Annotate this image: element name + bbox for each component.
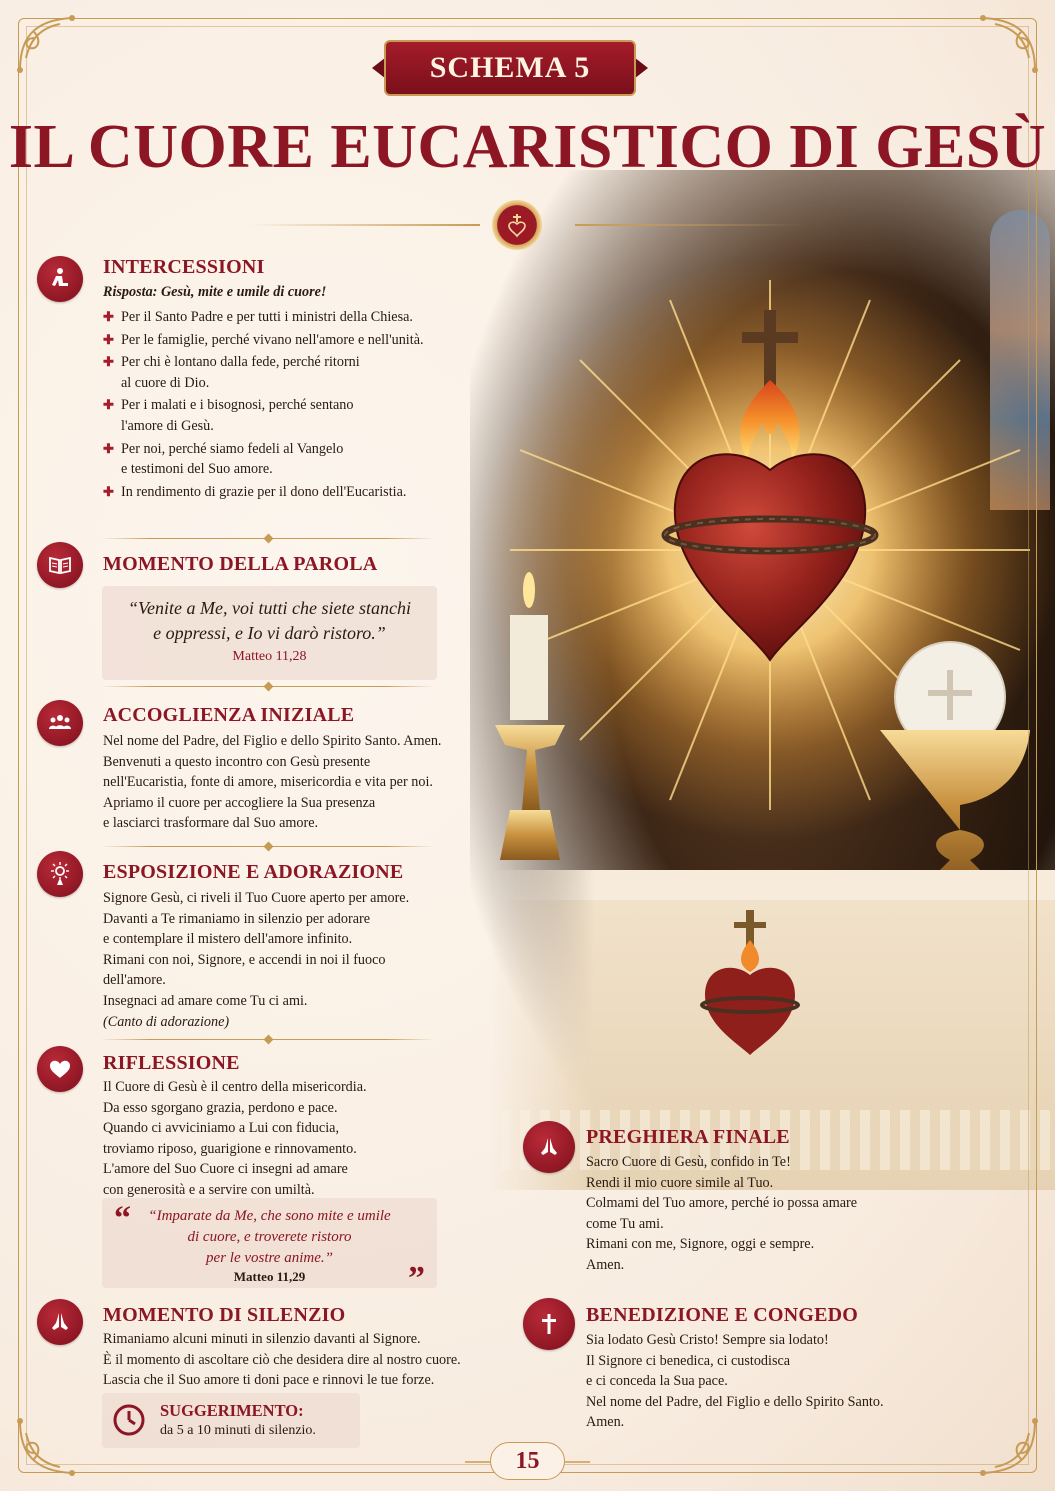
corner-ornament-icon	[12, 1411, 82, 1481]
cross-icon	[523, 1298, 575, 1350]
riflessione-quote-box	[102, 1198, 437, 1297]
praying-hands-icon	[37, 1299, 83, 1345]
suggerimento-title: SUGGERIMENTO:	[160, 1401, 304, 1420]
sacred-heart-illustration	[470, 170, 1055, 1190]
esposizione-title: ESPOSIZIONE E ADORAZIONE	[103, 861, 404, 883]
list-item: ✚ In rendimento di grazie per il dono dell'Eucaristia.	[103, 482, 424, 503]
close-quote-icon: ”	[408, 1260, 425, 1297]
cross-bullet-icon: ✚	[103, 309, 114, 324]
cross-bullet-icon: ✚	[103, 354, 114, 370]
cross-bullet-icon: ✚	[103, 483, 114, 499]
section-divider	[100, 538, 435, 539]
section-divider	[100, 1039, 435, 1040]
riflessione-title: RIFLESSIONE	[103, 1052, 240, 1074]
benedizione-title: BENEDIZIONE E CONGEDO	[586, 1304, 859, 1326]
sacred-heart-medal-icon	[492, 200, 542, 250]
intercessioni-title: INTERCESSIONI	[103, 256, 265, 278]
title-divider	[250, 200, 805, 250]
open-quote-icon: “	[114, 1200, 131, 1237]
embroidered-heart-icon	[690, 910, 810, 1060]
list-item: ✚ Per chi è lontano dalla fede, perché ritorni al cuore di Dio.	[103, 354, 360, 391]
accoglienza-text: Nel nome del Padre, del Figlio e dello Spirito Santo. Amen. Benvenuti a questo incontro con Gesù presente nell'Eucaristia, fonte di amore, misericordia e vita per noi. Apriamo il cuore per accogliere la Sua presenza e lasciarci trasformare dal Suo amore.	[103, 733, 442, 832]
silenzio-title: MOMENTO DI SILENZIO	[103, 1304, 346, 1326]
list-item: ✚ Per il Santo Padre e per tutti i ministri della Chiesa.	[103, 307, 424, 328]
monstrance-icon	[37, 851, 83, 897]
cross-bullet-icon: ✚	[103, 397, 114, 413]
riflessione-quote-line1: “Imparate da Me, che sono mite e umile	[148, 1208, 391, 1224]
silenzio-text: Rimaniamo alcuni minuti in silenzio davanti al Signore. È il momento di ascoltare ciò che desidera dire al nostro cuore. Lascia che il Suo amore ti doni pace e rinnovi le tue forze.	[103, 1331, 461, 1389]
riflessione-text: Il Cuore di Gesù è il centro della misericordia. Da esso sgorgano grazia, perdono e pace. Quando ci avviciniamo a Lui con fiducia, troviamo riposo, guarigione e rinnovamento. L'amore del Suo Cuore ci insegni ad amare con generosità e a servire con umiltà.	[103, 1079, 367, 1198]
section-divider	[100, 686, 435, 687]
list-item: ✚ Per noi, perché siamo fedeli al Vangelo e testimoni del Suo amore.	[103, 440, 344, 478]
corner-ornament-icon	[12, 10, 82, 80]
heart-icon	[37, 1046, 83, 1092]
parola-quote-line2: e oppressi, e Io vi darò ristoro.”	[153, 623, 386, 643]
parola-title: MOMENTO DELLA PAROLA	[103, 553, 378, 575]
kneeling-person-icon	[37, 256, 83, 302]
preghiera-text: Sacro Cuore di Gesù, confido in Te! Rendi il mio cuore simile al Tuo. Colmami del Tuo amore, perché io possa amare come Tu ami. Rimani con me, Signore, oggi e sempre. Amen.	[586, 1154, 858, 1273]
section-divider	[100, 846, 435, 847]
page-title: IL CUORE EUCARISTICO DI GESÙ	[8, 113, 1047, 181]
accoglienza-title: ACCOGLIENZA INIZIALE	[103, 704, 355, 726]
esposizione-text: Signore Gesù, ci riveli il Tuo Cuore aperto per amore. Davanti a Te rimaniamo in silenzio per adorare e contemplare il mistero dell'amore infinito. Rimani con noi, Signore, e accendi in noi il fuoco dell'amore. Insegnaci ad amare come Tu ci ami. (Canto di adorazione)	[103, 888, 409, 1032]
benedizione-text: Sia lodato Gesù Cristo! Sempre sia lodato! Il Signore ci benedica, ci custodisca e ci conceda la Sua pace. Nel nome del Padre, del Figlio e dello Spirito Santo. Amen.	[586, 1332, 884, 1431]
corner-ornament-icon	[973, 1411, 1043, 1481]
open-book-icon	[37, 542, 83, 588]
esposizione-note: (Canto di adorazione)	[103, 1013, 230, 1030]
preghiera-title: PREGHIERA FINALE	[586, 1126, 790, 1148]
page-number-badge	[465, 1442, 590, 1482]
parola-reference: Matteo 11,28	[232, 649, 307, 664]
corner-ornament-icon	[973, 10, 1043, 80]
list-item: ✚ Per le famiglie, perché vivano nell'amore e nell'unità.	[103, 330, 424, 351]
suggerimento-text: da 5 a 10 minuti di silenzio.	[160, 1423, 316, 1438]
cross-bullet-icon: ✚	[103, 440, 114, 456]
praying-hands-icon	[523, 1121, 575, 1173]
intercessioni-list	[103, 307, 424, 502]
clock-icon	[112, 1403, 146, 1437]
group-people-icon	[37, 700, 83, 746]
parola-quote-box	[102, 586, 437, 680]
riflessione-reference: Matteo 11,29	[233, 1269, 306, 1284]
list-item: ✚ Per i malati e i bisognosi, perché sentano l'amore di Gesù.	[103, 397, 354, 434]
suggerimento-box	[102, 1393, 360, 1448]
page-number: 15	[490, 1442, 565, 1480]
riflessione-quote-line2: di cuore, e troverete ristoro	[187, 1229, 352, 1245]
intercessioni-response: Risposta: Gesù, mite e umile di cuore!	[103, 284, 327, 300]
parola-quote-line1: “Venite a Me, voi tutti che siete stanchi	[128, 598, 411, 618]
cross-bullet-icon: ✚	[103, 331, 114, 347]
schema-label: SCHEMA 5	[429, 51, 591, 84]
riflessione-quote-line3: per le vostre anime.”	[206, 1250, 333, 1266]
schema-badge	[372, 40, 648, 96]
